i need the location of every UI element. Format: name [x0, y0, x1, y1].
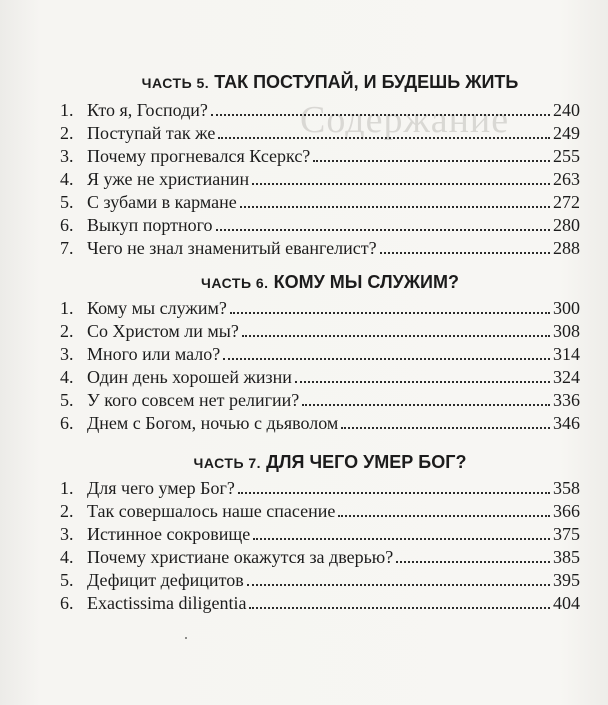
- print-speck: [185, 637, 187, 639]
- entry-title: Кому мы служим?: [87, 298, 227, 318]
- toc-entry[interactable]: [60, 191, 580, 213]
- entry-page: 308: [553, 321, 580, 341]
- entry-title: Истинное сокровище: [87, 524, 251, 544]
- dot-leader: [230, 311, 550, 314]
- entry-title: Поступай так же: [87, 123, 216, 143]
- dot-leader: [380, 251, 550, 254]
- part-label: ЧАСТЬ 5.: [141, 75, 210, 91]
- entry-number: 4.: [60, 367, 74, 387]
- dot-leader: [295, 380, 550, 383]
- entry-page: 300: [553, 298, 580, 318]
- part-heading: [70, 272, 590, 293]
- toc-entry[interactable]: [60, 237, 580, 259]
- entry-number: 3.: [60, 344, 74, 364]
- entry-number: 3.: [60, 146, 74, 166]
- entry-number: 2.: [60, 123, 74, 143]
- dot-leader: [223, 357, 550, 360]
- entry-page: 249: [553, 123, 580, 143]
- entry-title: Exactissima diligentia: [87, 593, 247, 613]
- entry-title: Для чего умер Бог?: [87, 478, 235, 498]
- dot-leader: [240, 205, 550, 208]
- entry-page: 280: [553, 215, 580, 235]
- toc-entry[interactable]: [60, 546, 580, 568]
- entry-number: 3.: [60, 524, 74, 544]
- entry-page: 385: [553, 547, 580, 567]
- dot-leader: [341, 426, 550, 429]
- part-title: КОМУ МЫ СЛУЖИМ?: [273, 272, 459, 292]
- entry-page: 395: [553, 570, 580, 590]
- entry-title: Кто я, Господи?: [87, 100, 208, 120]
- dot-leader: [216, 228, 550, 231]
- entry-title: Дефицит дефицитов: [87, 570, 244, 590]
- entry-title: Днем с Богом, ночью с дьяволом: [87, 413, 339, 433]
- entry-number: 5.: [60, 390, 74, 410]
- dot-leader: [302, 403, 550, 406]
- entry-title: С зубами в кармане: [87, 192, 237, 212]
- entry-number: 5.: [60, 192, 74, 212]
- toc-entry[interactable]: [60, 168, 580, 190]
- entry-number: 2.: [60, 501, 74, 521]
- entry-number: 1.: [60, 298, 74, 318]
- dot-leader: [396, 560, 550, 563]
- entry-number: 1.: [60, 100, 74, 120]
- entry-number: 6.: [60, 215, 74, 235]
- dot-leader: [253, 537, 550, 540]
- toc-entry[interactable]: [60, 320, 580, 342]
- entry-title: Выкуп портного: [87, 215, 213, 235]
- toc-entry[interactable]: [60, 366, 580, 388]
- entry-page: 375: [553, 524, 580, 544]
- entry-title: Один день хорошей жизни: [87, 367, 292, 387]
- toc-entry[interactable]: [60, 214, 580, 236]
- entry-number: 7.: [60, 238, 74, 258]
- entry-title: Почему прогневался Ксеркс?: [87, 146, 311, 166]
- entry-title: Почему христиане окажутся за дверью?: [87, 547, 394, 567]
- entry-page: 366: [553, 501, 580, 521]
- dot-leader: [252, 182, 550, 185]
- entry-title: Я уже не христианин: [87, 169, 250, 189]
- entry-number: 4.: [60, 547, 74, 567]
- toc-entry[interactable]: [60, 592, 580, 614]
- entry-title: Много или мало?: [87, 344, 221, 364]
- entry-page: 240: [553, 100, 580, 120]
- dot-leader: [313, 159, 550, 162]
- entry-number: 1.: [60, 478, 74, 498]
- toc-entry[interactable]: [60, 343, 580, 365]
- entry-page: 346: [553, 413, 580, 433]
- entry-title: Так совершалось наше спасение: [87, 501, 336, 521]
- dot-leader: [249, 606, 550, 609]
- dot-leader: [218, 136, 550, 139]
- entry-title: У кого совсем нет религии?: [87, 390, 300, 410]
- entry-title: Со Христом ли мы?: [87, 321, 239, 341]
- entry-page: 288: [553, 238, 580, 258]
- toc-entry[interactable]: [60, 569, 580, 591]
- part-title: ДЛЯ ЧЕГО УМЕР БОГ?: [266, 452, 467, 472]
- dot-leader: [242, 334, 550, 337]
- entry-number: 5.: [60, 570, 74, 590]
- entry-page: 404: [553, 593, 580, 613]
- entry-page: 336: [553, 390, 580, 410]
- dot-leader: [338, 514, 550, 517]
- dot-leader: [247, 583, 550, 586]
- bleed-through-watermark: Содержание: [300, 99, 510, 141]
- toc-entry[interactable]: [60, 297, 580, 319]
- toc-entry[interactable]: [60, 145, 580, 167]
- toc-entry[interactable]: [60, 523, 580, 545]
- dot-leader: [238, 491, 550, 494]
- part-title: ТАК ПОСТУПАЙ, И БУДЕШЬ ЖИТЬ: [214, 72, 519, 92]
- part-heading: [70, 452, 590, 473]
- entry-page: 314: [553, 344, 580, 364]
- entry-page: 255: [553, 146, 580, 166]
- toc-entry[interactable]: [60, 122, 580, 144]
- part-label: ЧАСТЬ 7.: [193, 455, 262, 471]
- entry-number: 6.: [60, 593, 74, 613]
- entry-number: 4.: [60, 169, 74, 189]
- entry-title: Чего не знал знаменитый евангелист?: [87, 238, 377, 258]
- toc-entry[interactable]: [60, 500, 580, 522]
- toc-entry[interactable]: [60, 412, 580, 434]
- entry-page: 272: [553, 192, 580, 212]
- toc-entry[interactable]: [60, 477, 580, 499]
- part-heading: [70, 72, 590, 93]
- entry-page: 263: [553, 169, 580, 189]
- part-label: ЧАСТЬ 6.: [201, 275, 269, 291]
- entry-number: 6.: [60, 413, 74, 433]
- toc-entry[interactable]: [60, 389, 580, 411]
- entry-page: 358: [553, 478, 580, 498]
- toc-entry[interactable]: [60, 99, 580, 121]
- entry-page: 324: [553, 367, 580, 387]
- entry-number: 2.: [60, 321, 74, 341]
- dot-leader: [211, 113, 550, 116]
